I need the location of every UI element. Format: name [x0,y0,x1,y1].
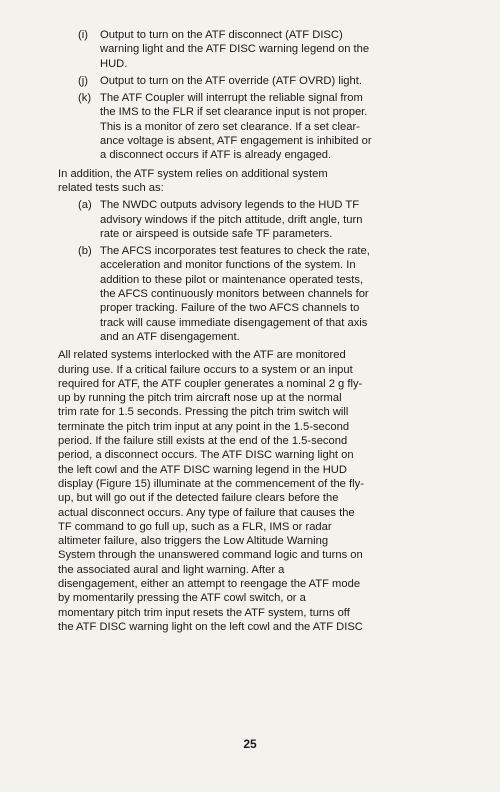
text-line: System through the unanswered command logic and turns on [58,549,363,562]
text-line: track will cause immediate disengagement of that axis [100,316,368,329]
paragraph-additional-tests [58,167,458,196]
text-line: addition to these pilot or maintenance operated tests, [100,273,364,286]
list-item [58,198,458,241]
text-line: period, a disconnect occurs. The ATF DISC warning light on [58,449,354,462]
text-line: a disconnect occurs if ATF is already engaged. [100,149,332,162]
text-line: ance voltage is absent, ATF engagement is inhibited or [100,135,372,148]
list-item-text [100,198,458,241]
text-line: warning light and the ATF DISC warning legend on the [100,43,370,56]
list-item [58,74,458,88]
text-line: The ATF Coupler will interrupt the reliable signal from [100,92,363,105]
text-line: rate or airspeed is outside safe TF parameters. [100,227,333,240]
text-line: In addition, the ATF system relies on additional system [58,167,328,180]
page-number: 25 [243,737,257,751]
text-line: trim rate for 1.5 seconds. Pressing the pitch trim switch will [58,406,349,419]
list-item-text [100,91,458,162]
text-line: during use. If a critical failure occurs to a system or an input [58,363,353,376]
text-line: up, but will go out if the detected failure clears before the [58,492,339,505]
text-line: The AFCS incorporates test features to check the rate, [100,245,370,258]
text-line: proper tracking. Failure of the two AFCS channels to [100,302,360,315]
text-line: by momentarily pressing the ATF cowl switch, or a [58,592,306,605]
text-line: the associated aural and light warning. After a [58,563,285,576]
text-line: advisory windows if the pitch attitude, drift angle, turn [100,213,363,226]
text-line: Output to turn on the ATF disconnect (ATF DISC) [100,29,343,41]
list-item-label: (k) [78,92,92,105]
text-line: and an ATF disengagement. [100,330,240,343]
text-line: actual disconnect occurs. Any type of failure that causes the [58,506,355,519]
text-line: required for ATF, the ATF coupler generates a nominal 2 g fly- [58,377,363,390]
text-line: altimeter failure, also triggers the Low Altitude Warning [58,535,329,548]
text-line: momentary pitch trim input resets the ATF system, turns off [58,606,350,619]
text-line: Output to turn on the ATF override (ATF OVRD) light. [100,74,362,87]
text-line: All related systems interlocked with the ATF are monitored [58,349,346,362]
list-item-label: (b) [78,245,92,258]
list-item-text [100,28,458,71]
list-item-label: (a) [78,199,92,212]
text-line: related tests such as: [58,181,164,194]
text-line: terminate the pitch trim input at any point in the 1.5-second [58,420,350,433]
text-line: the AFCS continuously monitors between channels for [100,288,369,301]
paragraph-interlocked-systems [58,348,458,634]
text-line: up by running the pitch trim aircraft nose up at the normal [58,392,342,405]
list-items-i-to-k [58,28,458,163]
text-line: the IMS to the FLR if set clearance input is not proper. [100,106,368,119]
text-line: The NWDC outputs advisory legends to the HUD TF [100,199,360,212]
list-item-label: (i) [78,29,88,41]
text-line: display (Figure 15) illuminate at the commencement of the fly- [58,477,364,490]
list-item [58,28,458,71]
text-line: TF command to go full up, such as a FLR, IMS or radar [58,520,332,533]
text-line: acceleration and monitor functions of the system. In [100,259,356,272]
list-items-a-to-b [58,198,458,344]
text-line: the ATF DISC warning light on the left cowl and the ATF DISC [58,620,363,633]
text-line: This is a monitor of zero set clearance. If a set clear- [100,120,360,133]
list-item-text [100,74,458,88]
page-body [58,28,458,637]
list-item [58,244,458,344]
text-line: the left cowl and the ATF DISC warning legend in the HUD [58,463,347,476]
text-line: disengagement, either an attempt to reengage the ATF mode [58,577,361,590]
list-item-label: (j) [78,74,88,87]
text-line: period. If the failure still exists at the end of the 1.5-second [58,435,348,448]
list-item-text [100,244,458,344]
text-line: HUD. [100,57,128,70]
list-item [58,91,458,162]
